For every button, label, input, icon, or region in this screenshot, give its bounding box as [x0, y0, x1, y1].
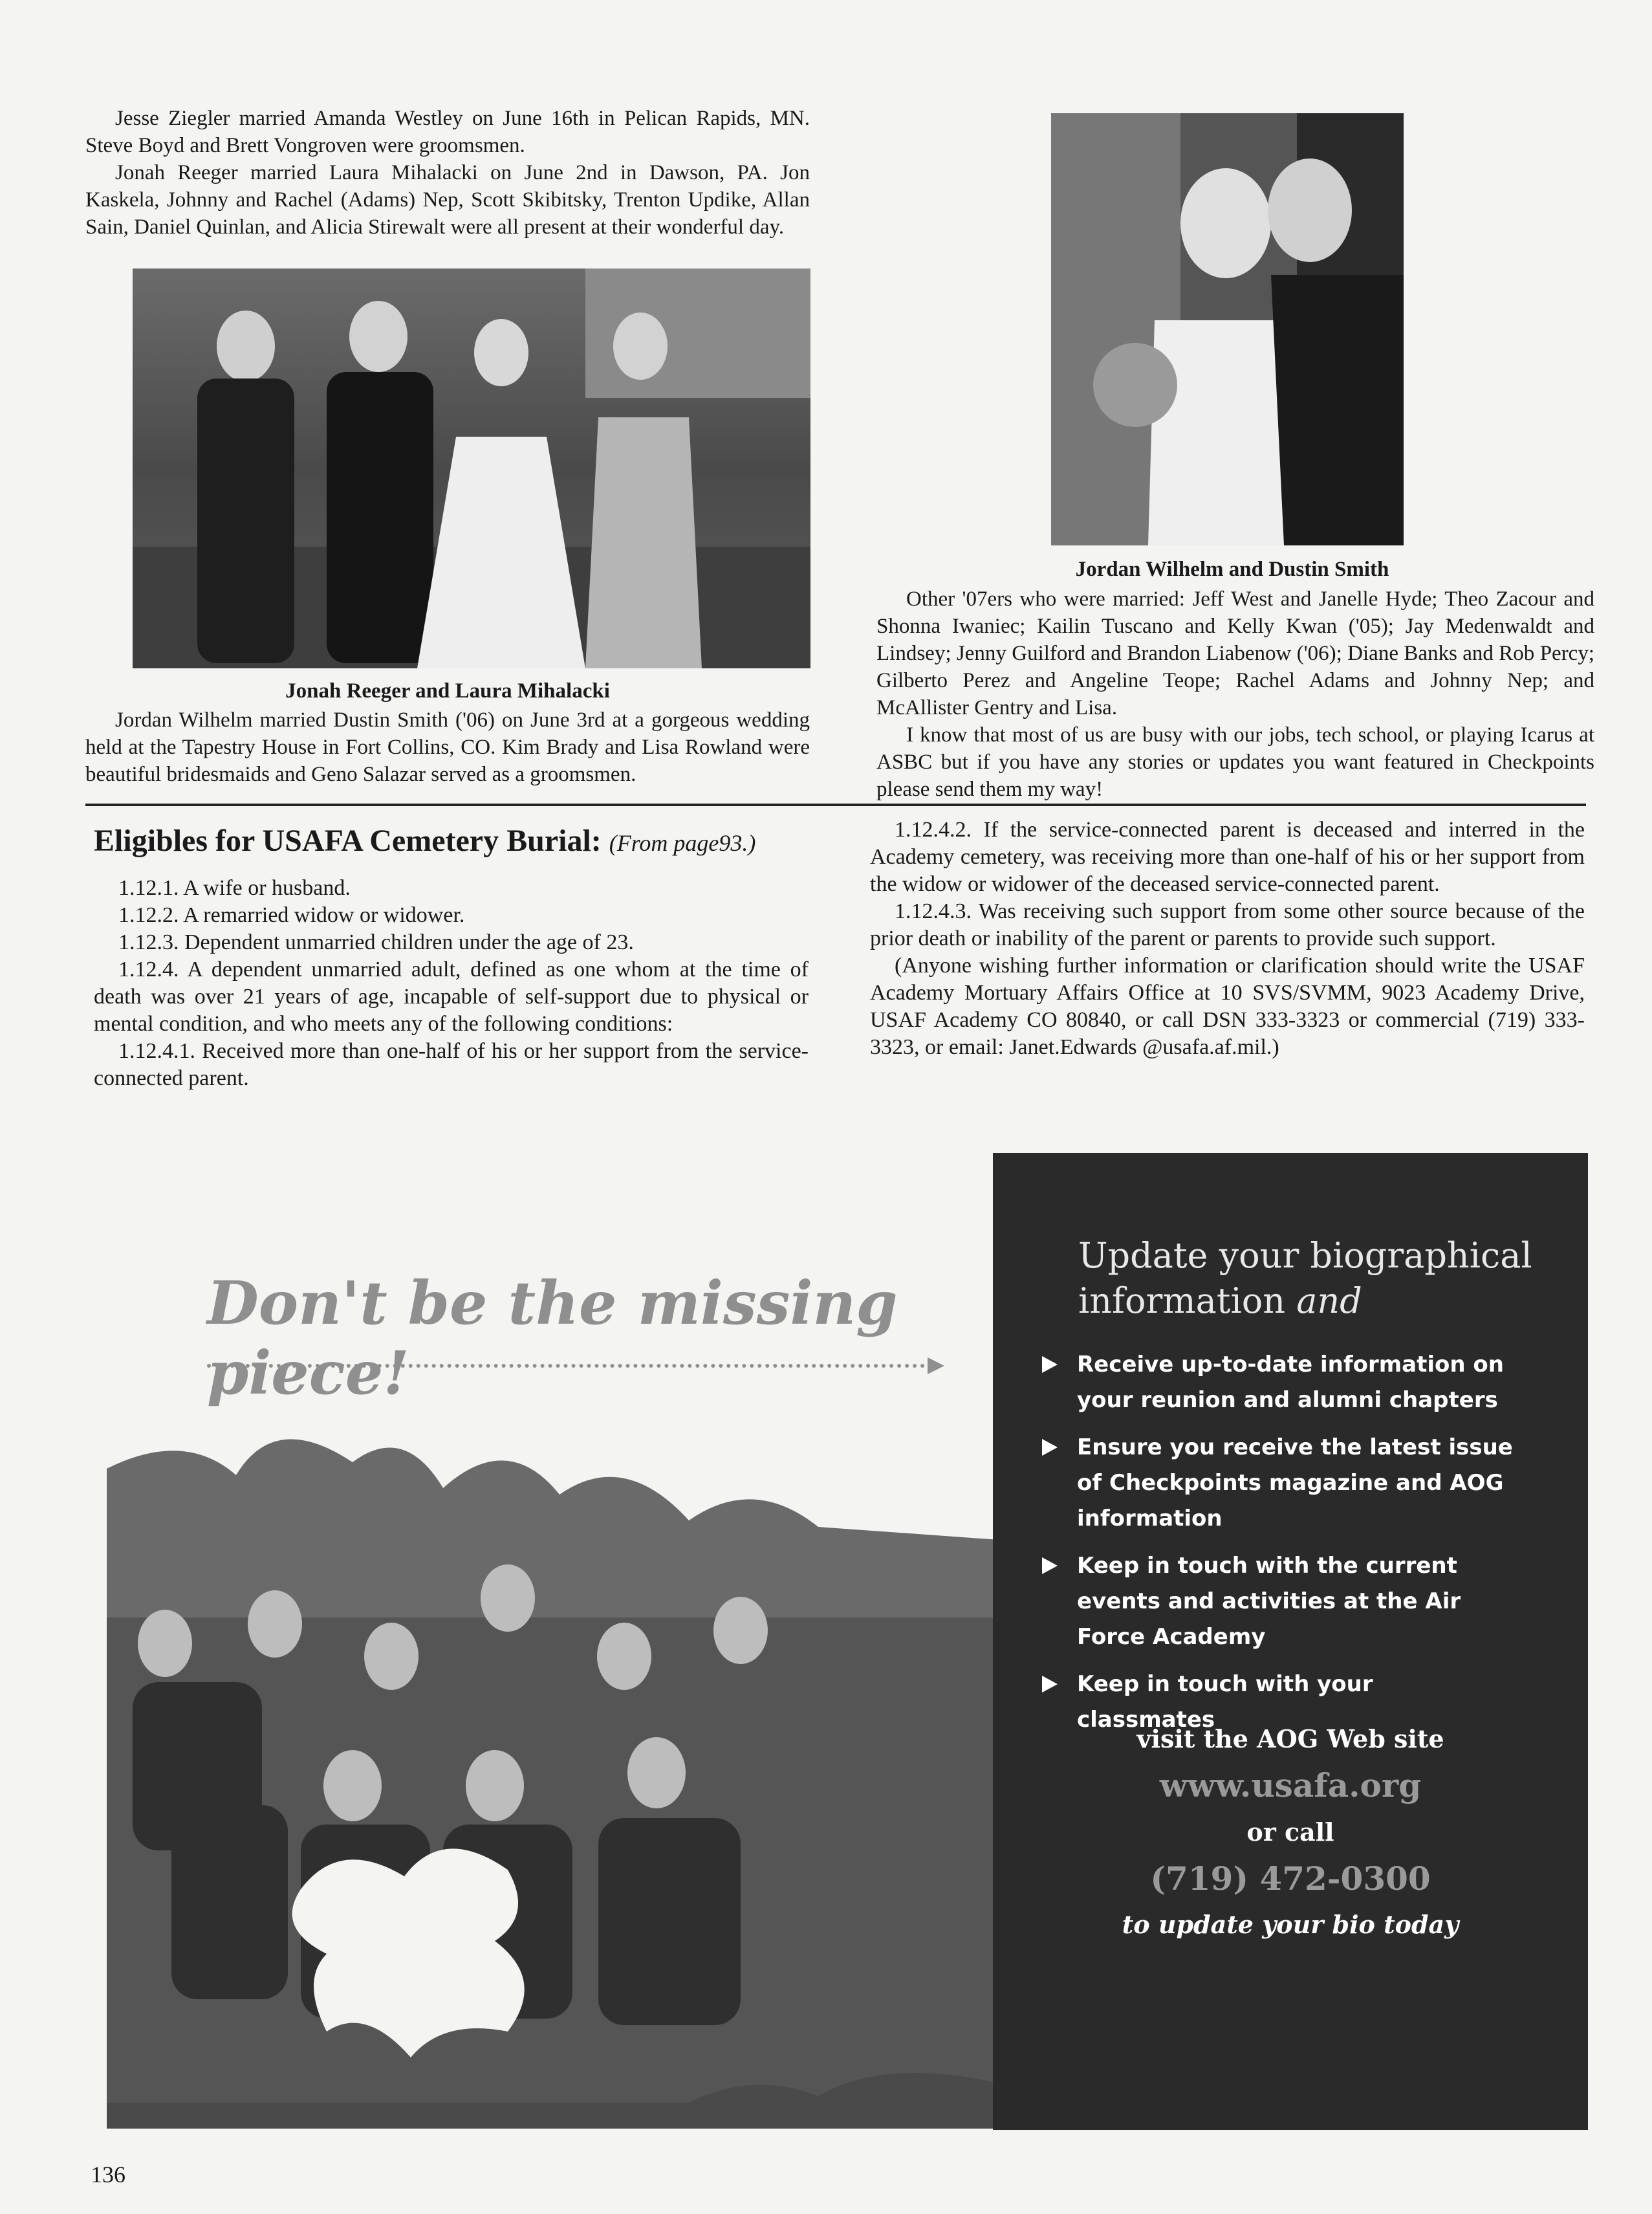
ad-headline-line2-text: information [1078, 1280, 1297, 1321]
article-top-left [85, 105, 810, 241]
ad-headline [1078, 1233, 1570, 1324]
photo-caption-wilhelm: Jordan Wilhelm and Dustin Smith [1075, 558, 1389, 581]
photo-caption-reeger: Jonah Reeger and Laura Mihalacki [285, 679, 610, 703]
eligibles-title [94, 823, 838, 859]
ad-contact [1096, 1716, 1484, 1947]
ad-url-link[interactable]: www.usafa.org [1159, 1766, 1422, 1804]
eligibles-right-column [870, 817, 1585, 1061]
triangle-bullet-icon [1042, 1557, 1058, 1574]
ad-headline-and: and [1296, 1280, 1362, 1321]
paragraph-other-07ers: Other '07ers who were married: Jeff West and Janelle Hyde; Theo Zacour and Shonna Iwaniec; Kailin Tuscano and Kelly Kwan ('05); Jay Medenwaldt and Lindsey; Jenny Guilford and Brandon Liabenow ('06); Diane Banks and Rob Percy; Gilberto Perez and Angeline Teope; Rachel Adams and Johnny Nep; and McAllister Gentry and Lisa. [876, 587, 1594, 719]
eligible-item: 1.12.4.3. Was receiving such support from some other source because of the prior death or inability of the parent or parents to provide such support. [870, 899, 1585, 950]
ad-or-call-text: or call [1246, 1817, 1334, 1847]
triangle-bullet-icon [1042, 1676, 1058, 1693]
ad-slogan: Don't be the missing piece! [207, 1268, 898, 1408]
ad-puzzle-image [107, 1372, 999, 2129]
ad-phone: (719) 472-0300 [1150, 1859, 1431, 1898]
ad-bullet-text: Keep in touch with the current events and activities at the Air Force Academy [1077, 1553, 1461, 1650]
paragraph-stories: I know that most of us are busy with our jobs, tech school, or playing Icarus at ASBC but if you have any stories or updates you want featured in Checkpoints please send them my way! [876, 723, 1594, 801]
eligible-item: 1.12.2. A remarried widow or widower. [118, 903, 465, 927]
wedding-photo-reeger [133, 269, 810, 668]
page-number: 136 [91, 2162, 125, 2187]
paragraph-reeger: Jonah Reeger married Laura Mihalacki on June 2nd in Dawson, PA. Jon Kaskela, Johnny and Rachel (Adams) Nep, Scott Skibitsky, Trenton Updike, Allan Sain, Daniel Quinlan, and Alicia Stirewalt were all present at their wonderful day. [85, 161, 810, 239]
eligible-item: 1.12.4. A dependent unmarried adult, defined as one whom at the time of death was over 21 years of age, incapable of self-support due to physical or mental condition, and who meets any of the following conditions: [94, 958, 809, 1036]
ad-bullet-text: Receive up-to-date information on your reunion and alumni chapters [1077, 1352, 1504, 1413]
eligible-item: 1.12.4.1. Received more than one-half of his or her support from the service-connected parent. [94, 1039, 809, 1090]
ad-bullet-text: Ensure you receive the latest issue of Checkpoints magazine and AOG information [1077, 1434, 1513, 1531]
ad-closing-text: to update your bio today [1122, 1910, 1459, 1939]
ad-bullet [1038, 1548, 1517, 1655]
triangle-bullet-icon [1042, 1356, 1058, 1373]
triangle-bullet-icon [1042, 1439, 1058, 1456]
paragraph-wilhelm: Jordan Wilhelm married Dustin Smith ('06) on June 3rd at a gorgeous wedding held at the Tapestry House in Fort Collins, CO. Kim Brady and Lisa Rowland were beautiful bridesmaids and Geno Salazar served as a groomsmen. [85, 708, 810, 786]
eligibles-heading: Eligibles for USAFA Cemetery Burial: [94, 824, 602, 858]
eligibles-from: (From page93.) [609, 830, 756, 856]
ad-info-panel [993, 1153, 1588, 2130]
wedding-photo-wilhelm [1051, 113, 1404, 545]
ad-bullet-text: Keep in touch with your classmates [1077, 1671, 1373, 1733]
section-divider [85, 804, 1586, 806]
paragraph-ziegler: Jesse Ziegler married Amanda Westley on June 16th in Pelican Rapids, MN. Steve Boyd and Brett Vongroven were groomsmen. [85, 107, 810, 157]
eligible-item: 1.12.4.2. If the service-connected parent is deceased and interred in the Academy cemetery, was receiving more than one-half of his or her support from the widow or widower of the deceased service-connected parent. [870, 818, 1585, 896]
ad-bullet [1038, 1430, 1517, 1537]
ad-headline-line1: Update your biographical [1078, 1235, 1532, 1276]
ad-benefits-list [1038, 1347, 1517, 1749]
ad-visit-text: visit the AOG Web site [1136, 1724, 1444, 1753]
eligibles-left-column [94, 875, 809, 1092]
ad-dotted-arrow [207, 1357, 944, 1373]
article-top-right [876, 586, 1594, 803]
ad-bullet [1038, 1347, 1517, 1418]
ad-headline-line2 [1078, 1278, 1570, 1324]
eligible-item: (Anyone wishing further information or clarification should write the USAF Academy Mortuary Affairs Office at 10 SVS/SVMM, 9023 Academy Drive, USAF Academy CO 80840, or call DSN 333-3323 or commercial (719) 333-3323, or email: Janet.Edwards @usafa.af.mil.) [870, 954, 1585, 1059]
eligible-item: 1.12.3. Dependent unmarried children under the age of 23. [118, 930, 634, 954]
eligible-item: 1.12.1. A wife or husband. [118, 876, 351, 900]
article-wilhelm [85, 707, 810, 788]
